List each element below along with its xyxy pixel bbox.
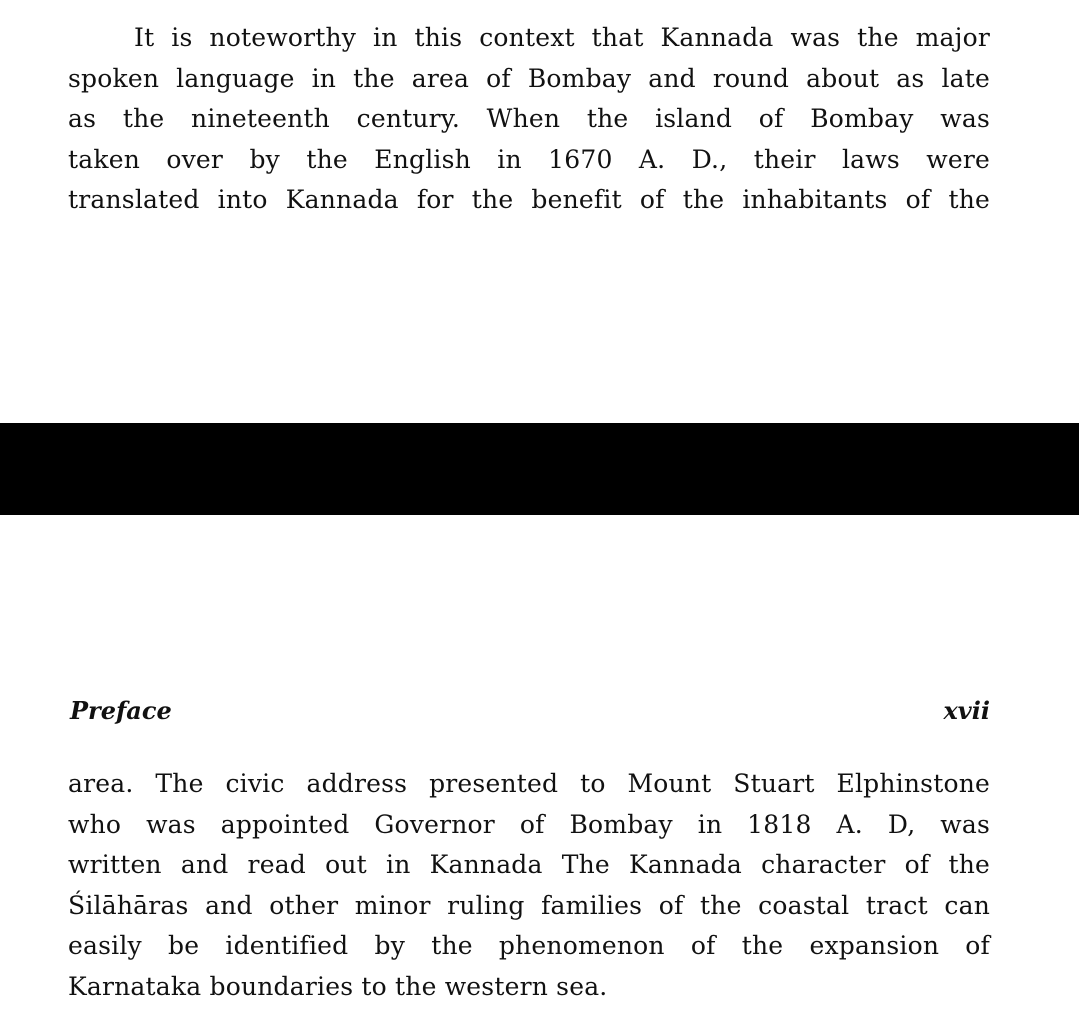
top-paragraph-line: as the nineteenth century. When the island of Bombay was [68, 104, 990, 133]
top-paragraph-line: spoken language in the area of Bombay and round about as late [68, 63, 990, 93]
bottom-paragraph-line: area. The civic address presented to Mount Stuart Elphinstone [68, 769, 990, 798]
page-break-bar [0, 423, 1079, 515]
running-head [68, 696, 990, 730]
bottom-paragraph-line: written and read out in Kannada The Kannada character of the [68, 850, 990, 879]
bottom-paragraph [68, 764, 990, 1007]
bottom-paragraph-line: easily be identified by the phenomenon of the expansion of [68, 931, 990, 960]
bottom-paragraph-line: Śilāhāras and other minor ruling families of the coastal tract can [68, 890, 990, 920]
top-paragraph-line: It is noteworthy in this context that Kannada was the major [134, 23, 990, 52]
top-paragraph-line: taken over by the English in 1670 A. D., their laws were [68, 144, 990, 174]
bottom-paragraph-line: Karnataka boundaries to the western sea. [68, 971, 608, 1001]
page-number: xvii [943, 696, 990, 725]
bottom-paragraph-line: who was appointed Governor of Bombay in 1818 A. D, was [68, 809, 990, 839]
running-head-title: Preface [70, 696, 172, 725]
top-paragraph-line: translated into Kannada for the benefit of the inhabitants of the [68, 185, 990, 214]
top-paragraph [68, 18, 990, 221]
